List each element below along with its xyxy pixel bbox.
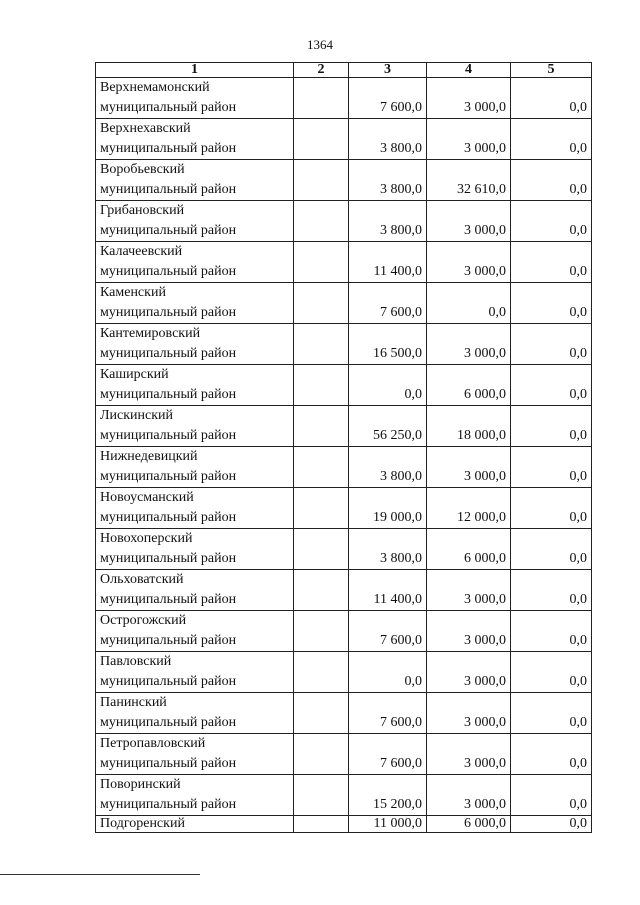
value-cell-col-2 <box>294 406 349 447</box>
value-cell-col-4: 0,0 <box>427 283 511 324</box>
column-header-2: 2 <box>294 63 349 78</box>
table-row <box>96 324 592 365</box>
value-cell-col-5: 0,0 <box>511 242 592 283</box>
column-header-5: 5 <box>511 63 592 78</box>
value-cell-col-5: 0,0 <box>511 160 592 201</box>
district-type: муниципальный район <box>100 715 237 730</box>
district-type: муниципальный район <box>100 100 237 115</box>
table-row <box>96 119 592 160</box>
value-cell-col-3: 3 800,0 <box>349 529 427 570</box>
district-type: муниципальный район <box>100 428 237 443</box>
value-cell-col-5: 0,0 <box>511 570 592 611</box>
column-header-3: 3 <box>349 63 427 78</box>
district-type: муниципальный район <box>100 510 237 525</box>
value-cell-col-5: 0,0 <box>511 652 592 693</box>
value-cell-col-5: 0,0 <box>511 693 592 734</box>
value-cell-col-2 <box>294 734 349 775</box>
value-cell-col-5: 0,0 <box>511 529 592 570</box>
value-cell-col-3: 7 600,0 <box>349 693 427 734</box>
district-name-cell <box>96 406 294 447</box>
district-name-cell <box>96 283 294 324</box>
district-name: Новоусманский <box>100 490 194 505</box>
district-name: Острогожский <box>100 613 187 628</box>
district-name-cell <box>96 816 294 833</box>
value-cell-col-4: 3 000,0 <box>427 775 511 816</box>
table-row <box>96 652 592 693</box>
value-cell-col-3: 3 800,0 <box>349 201 427 242</box>
table-row <box>96 488 592 529</box>
value-cell-col-5: 0,0 <box>511 447 592 488</box>
value-cell-col-5: 0,0 <box>511 78 592 119</box>
value-cell-col-2 <box>294 570 349 611</box>
district-name-cell <box>96 324 294 365</box>
header-row <box>96 63 592 78</box>
table-row <box>96 160 592 201</box>
district-name-cell <box>96 201 294 242</box>
value-cell-col-2 <box>294 529 349 570</box>
district-name-cell <box>96 447 294 488</box>
district-type: муниципальный район <box>100 141 237 156</box>
value-cell-col-3: 11 000,0 <box>349 816 427 833</box>
district-name-cell <box>96 693 294 734</box>
district-name: Поворинский <box>100 777 181 792</box>
district-type: муниципальный район <box>100 387 237 402</box>
district-type: муниципальный район <box>100 551 237 566</box>
district-name-cell <box>96 734 294 775</box>
district-name: Каменский <box>100 285 166 300</box>
district-name: Новохоперский <box>100 531 193 546</box>
value-cell-col-4: 3 000,0 <box>427 570 511 611</box>
value-cell-col-5: 0,0 <box>511 201 592 242</box>
value-cell-col-3: 11 400,0 <box>349 242 427 283</box>
district-name-cell <box>96 488 294 529</box>
district-name: Кантемировский <box>100 326 201 341</box>
value-cell-col-3: 3 800,0 <box>349 447 427 488</box>
value-cell-col-2 <box>294 365 349 406</box>
district-name-cell <box>96 160 294 201</box>
district-name: Верхнемамонский <box>100 80 210 95</box>
district-name: Лискинский <box>100 408 173 423</box>
district-type: муниципальный район <box>100 797 237 812</box>
value-cell-col-4: 3 000,0 <box>427 324 511 365</box>
column-header-4: 4 <box>427 63 511 78</box>
value-cell-col-4: 12 000,0 <box>427 488 511 529</box>
value-cell-col-2 <box>294 693 349 734</box>
district-name: Воробьевский <box>100 162 185 177</box>
district-type: муниципальный район <box>100 264 237 279</box>
value-cell-col-4: 3 000,0 <box>427 447 511 488</box>
table-row <box>96 775 592 816</box>
value-cell-col-4: 6 000,0 <box>427 816 511 833</box>
table-row <box>96 570 592 611</box>
district-name: Подгоренский <box>100 816 185 831</box>
value-cell-col-3: 0,0 <box>349 652 427 693</box>
district-name: Нижнедевицкий <box>100 449 198 464</box>
value-cell-col-5: 0,0 <box>511 488 592 529</box>
value-cell-col-2 <box>294 283 349 324</box>
district-name: Калачеевский <box>100 244 183 259</box>
table-row <box>96 78 592 119</box>
table-row <box>96 447 592 488</box>
district-name: Верхнехавский <box>100 121 191 136</box>
district-name: Панинский <box>100 695 167 710</box>
district-name-cell <box>96 365 294 406</box>
value-cell-col-5: 0,0 <box>511 365 592 406</box>
district-name: Грибановский <box>100 203 185 218</box>
table-header <box>96 63 592 78</box>
page-number: 1364 <box>307 37 333 52</box>
value-cell-col-3: 16 500,0 <box>349 324 427 365</box>
value-cell-col-4: 3 000,0 <box>427 78 511 119</box>
value-cell-col-2 <box>294 242 349 283</box>
value-cell-col-5: 0,0 <box>511 734 592 775</box>
district-name: Каширский <box>100 367 169 382</box>
table-body <box>96 78 592 833</box>
district-type: муниципальный район <box>100 182 237 197</box>
value-cell-col-4: 3 000,0 <box>427 652 511 693</box>
value-cell-col-2 <box>294 816 349 833</box>
value-cell-col-5: 0,0 <box>511 324 592 365</box>
table-row <box>96 201 592 242</box>
value-cell-col-5: 0,0 <box>511 816 592 833</box>
table-row <box>96 693 592 734</box>
district-name-cell <box>96 119 294 160</box>
district-name: Петропавловский <box>100 736 206 751</box>
value-cell-col-4: 3 000,0 <box>427 734 511 775</box>
value-cell-col-2 <box>294 488 349 529</box>
value-cell-col-4: 3 000,0 <box>427 242 511 283</box>
value-cell-col-4: 3 000,0 <box>427 693 511 734</box>
district-type: муниципальный район <box>100 223 237 238</box>
district-type: муниципальный район <box>100 346 237 361</box>
value-cell-col-5: 0,0 <box>511 611 592 652</box>
table-row <box>96 529 592 570</box>
district-type: муниципальный район <box>100 633 237 648</box>
value-cell-col-2 <box>294 447 349 488</box>
value-cell-col-4: 6 000,0 <box>427 365 511 406</box>
table-row <box>96 611 592 652</box>
district-type: муниципальный район <box>100 469 237 484</box>
value-cell-col-3: 15 200,0 <box>349 775 427 816</box>
district-name: Ольховатский <box>100 572 184 587</box>
table-row <box>96 406 592 447</box>
table-row <box>96 283 592 324</box>
value-cell-col-3: 7 600,0 <box>349 611 427 652</box>
district-name-cell <box>96 570 294 611</box>
district-name-cell <box>96 78 294 119</box>
table-row <box>96 734 592 775</box>
value-cell-col-2 <box>294 160 349 201</box>
value-cell-col-4: 3 000,0 <box>427 611 511 652</box>
value-cell-col-5: 0,0 <box>511 283 592 324</box>
value-cell-col-2 <box>294 324 349 365</box>
district-type: муниципальный район <box>100 592 237 607</box>
value-cell-col-5: 0,0 <box>511 775 592 816</box>
district-name-cell <box>96 529 294 570</box>
district-type: муниципальный район <box>100 756 237 771</box>
district-name: Павловский <box>100 654 172 669</box>
value-cell-col-5: 0,0 <box>511 406 592 447</box>
value-cell-col-2 <box>294 201 349 242</box>
value-cell-col-2 <box>294 652 349 693</box>
value-cell-col-3: 3 800,0 <box>349 160 427 201</box>
value-cell-col-3: 7 600,0 <box>349 734 427 775</box>
district-budget-table <box>95 62 592 833</box>
value-cell-col-4: 3 000,0 <box>427 201 511 242</box>
district-type: муниципальный район <box>100 674 237 689</box>
value-cell-col-2 <box>294 78 349 119</box>
footnote-separator <box>0 874 200 875</box>
column-header-1: 1 <box>96 63 294 78</box>
value-cell-col-3: 7 600,0 <box>349 283 427 324</box>
table-row <box>96 365 592 406</box>
table-row <box>96 816 592 833</box>
value-cell-col-3: 3 800,0 <box>349 119 427 160</box>
district-type: муниципальный район <box>100 305 237 320</box>
district-name-cell <box>96 242 294 283</box>
table-row <box>96 242 592 283</box>
value-cell-col-3: 19 000,0 <box>349 488 427 529</box>
value-cell-col-3: 0,0 <box>349 365 427 406</box>
value-cell-col-4: 6 000,0 <box>427 529 511 570</box>
value-cell-col-5: 0,0 <box>511 119 592 160</box>
value-cell-col-4: 3 000,0 <box>427 119 511 160</box>
value-cell-col-4: 32 610,0 <box>427 160 511 201</box>
district-name-cell <box>96 652 294 693</box>
value-cell-col-3: 56 250,0 <box>349 406 427 447</box>
value-cell-col-2 <box>294 119 349 160</box>
district-name-cell <box>96 611 294 652</box>
district-name-cell <box>96 775 294 816</box>
value-cell-col-2 <box>294 775 349 816</box>
value-cell-col-3: 11 400,0 <box>349 570 427 611</box>
value-cell-col-4: 18 000,0 <box>427 406 511 447</box>
value-cell-col-2 <box>294 611 349 652</box>
value-cell-col-3: 7 600,0 <box>349 78 427 119</box>
